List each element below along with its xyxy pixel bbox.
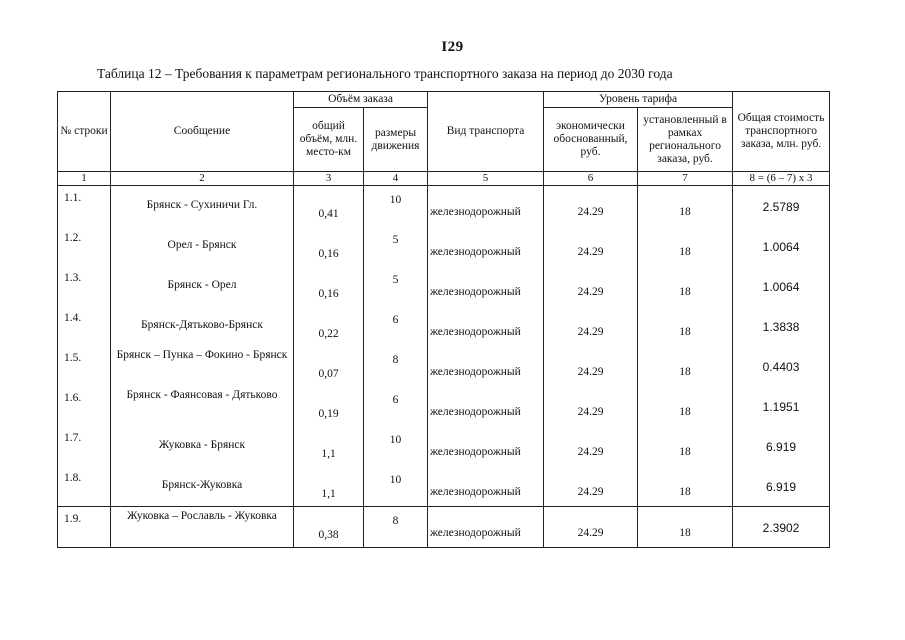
volume-value: 1,1 (321, 448, 336, 460)
header-route: Сообщение (111, 92, 294, 172)
table-cell (428, 426, 544, 466)
route-name: Брянск-Жуковка (161, 479, 243, 491)
table-cell (58, 346, 111, 386)
tariff-set-value: 18 (679, 326, 691, 338)
header-row-no: № строки (58, 92, 111, 172)
table-row (58, 386, 830, 426)
tariff-set-value: 18 (679, 366, 691, 378)
route-name: Брянск - Фаянсовая - Дятьково (126, 389, 278, 401)
movement-value: 6 (392, 314, 399, 326)
row-id: 1.6. (64, 392, 82, 404)
table-cell (733, 466, 830, 507)
table-cell (544, 426, 638, 466)
volume-value: 0,22 (318, 328, 339, 340)
table-cell (58, 266, 111, 306)
table-cell (638, 426, 733, 466)
transport-type-value: железнодорожный (430, 446, 521, 458)
table-cell (294, 426, 364, 466)
table-cell (111, 507, 294, 548)
table-cell (733, 226, 830, 266)
column-number: 1 (58, 172, 111, 186)
page-number: I29 (441, 39, 464, 55)
table-cell (428, 346, 544, 386)
total-cost-value: 6.919 (766, 440, 797, 454)
transport-type-value: железнодорожный (430, 406, 521, 418)
header-total-cost: Общая стоимость транспортного заказа, млн. руб. (733, 92, 830, 172)
table-row (58, 226, 830, 266)
tariff-economic-value: 24.29 (577, 446, 604, 458)
table-cell (58, 426, 111, 466)
row-id: 1.2. (64, 232, 82, 244)
table-cell (638, 346, 733, 386)
row-id: 1.9. (64, 513, 82, 525)
volume-value: 0,16 (318, 248, 339, 260)
row-id: 1.8. (64, 472, 82, 484)
transport-type-value: железнодорожный (430, 486, 521, 498)
total-cost-value: 6.919 (766, 480, 797, 494)
volume-value: 1,1 (321, 488, 336, 500)
movement-value: 8 (392, 515, 399, 527)
table-cell (638, 306, 733, 346)
transport-type-value: железнодорожный (430, 206, 521, 218)
column-number: 3 (294, 172, 364, 186)
table-cell (733, 386, 830, 426)
transport-type-value: железнодорожный (430, 527, 521, 539)
movement-value: 6 (392, 394, 399, 406)
table-cell (544, 186, 638, 227)
row-id: 1.5. (64, 352, 82, 364)
table-row (58, 426, 830, 466)
table-cell (111, 306, 294, 346)
table-cell (428, 507, 544, 548)
table-row (58, 306, 830, 346)
table-cell (638, 226, 733, 266)
route-name: Брянск - Сухиничи Гл. (146, 199, 258, 211)
table-cell (428, 186, 544, 227)
row-id: 1.3. (64, 272, 82, 284)
table-cell (428, 466, 544, 507)
table-cell (733, 186, 830, 227)
table-cell (294, 386, 364, 426)
route-name: Орел - Брянск (167, 239, 237, 251)
table-cell (428, 266, 544, 306)
volume-value: 0,07 (318, 368, 339, 380)
table-cell (294, 306, 364, 346)
table-cell (733, 266, 830, 306)
table-cell (638, 386, 733, 426)
tariff-set-value: 18 (679, 446, 691, 458)
table-cell (733, 306, 830, 346)
table-cell (364, 346, 428, 386)
row-id: 1.1. (64, 192, 82, 204)
tariff-set-value: 18 (679, 246, 691, 258)
table-cell (58, 466, 111, 507)
table-cell (294, 346, 364, 386)
tariff-set-value: 18 (679, 206, 691, 218)
table-cell (364, 466, 428, 507)
table-cell (58, 226, 111, 266)
table-cell (364, 226, 428, 266)
total-cost-value: 1.3838 (762, 320, 800, 334)
tariff-economic-value: 24.29 (577, 326, 604, 338)
table-cell (111, 186, 294, 227)
header-tariff-set: установленный в рамках регионального заказа, руб. (638, 108, 733, 172)
column-number: 8 = (6 – 7) x 3 (733, 172, 830, 186)
table-cell (294, 266, 364, 306)
route-name: Брянск – Пунка – Фокино - Брянск (116, 349, 288, 361)
column-number: 7 (638, 172, 733, 186)
table-cell (364, 306, 428, 346)
transport-order-table (57, 91, 830, 548)
table-cell (638, 266, 733, 306)
table-row (58, 466, 830, 507)
table-cell (111, 226, 294, 266)
transport-type-value: железнодорожный (430, 366, 521, 378)
table-cell (58, 386, 111, 426)
column-number: 6 (544, 172, 638, 186)
table-cell (364, 266, 428, 306)
header-volume-total: общий объём, млн. место-км (294, 108, 364, 172)
movement-value: 10 (389, 434, 402, 446)
table-cell (544, 306, 638, 346)
table-cell (364, 507, 428, 548)
table-cell (294, 507, 364, 548)
tariff-set-value: 18 (679, 486, 691, 498)
table-cell (428, 386, 544, 426)
volume-value: 0,16 (318, 288, 339, 300)
table-cell (428, 226, 544, 266)
table-row (58, 346, 830, 386)
total-cost-value: 1.1951 (762, 400, 800, 414)
column-number-row (58, 172, 830, 186)
table-caption: Таблица 12 – Требования к параметрам регионального транспортного заказа на период до 2030 года (97, 66, 673, 81)
tariff-economic-value: 24.29 (577, 406, 604, 418)
table-cell (58, 306, 111, 346)
row-id: 1.7. (64, 432, 82, 444)
table-cell (364, 426, 428, 466)
movement-value: 8 (392, 354, 399, 366)
table-cell (111, 466, 294, 507)
table-cell (544, 466, 638, 507)
tariff-economic-value: 24.29 (577, 206, 604, 218)
table-cell (111, 426, 294, 466)
transport-type-value: железнодорожный (430, 246, 521, 258)
header-transport-type: Вид транспорта (428, 92, 544, 172)
table-row (58, 186, 830, 227)
table-row (58, 507, 830, 548)
tariff-economic-value: 24.29 (577, 286, 604, 298)
header-volume-group: Объём заказа (294, 92, 428, 108)
table-cell (111, 346, 294, 386)
header-movement-size: размеры движения (364, 108, 428, 172)
column-number: 4 (364, 172, 428, 186)
tariff-economic-value: 24.29 (577, 486, 604, 498)
table-cell (638, 507, 733, 548)
tariff-economic-value: 24.29 (577, 366, 604, 378)
tariff-set-value: 18 (679, 406, 691, 418)
movement-value: 5 (392, 234, 399, 246)
table-cell (733, 346, 830, 386)
table-cell (294, 466, 364, 507)
total-cost-value: 0.4403 (762, 360, 800, 374)
table-cell (58, 186, 111, 227)
route-name: Брянск - Орел (167, 279, 237, 291)
table-cell (638, 186, 733, 227)
table-cell (544, 346, 638, 386)
table-cell (733, 507, 830, 548)
total-cost-value: 1.0064 (762, 280, 800, 294)
route-name: Жуковка – Рославль - Жуковка (127, 510, 277, 522)
movement-value: 10 (389, 194, 402, 206)
route-name: Брянск-Дятьково-Брянск (141, 319, 263, 331)
table-cell (733, 426, 830, 466)
volume-value: 0,41 (318, 208, 339, 220)
total-cost-value: 1.0064 (762, 240, 800, 254)
table-cell (544, 266, 638, 306)
table-cell (544, 386, 638, 426)
transport-type-value: железнодорожный (430, 286, 521, 298)
table-cell (294, 226, 364, 266)
total-cost-value: 2.5789 (762, 200, 800, 214)
header-tariff-economic: экономически обоснованный, руб. (544, 108, 638, 172)
column-number: 2 (111, 172, 294, 186)
tariff-economic-value: 24.29 (577, 246, 604, 258)
table-cell (428, 306, 544, 346)
table-cell (58, 507, 111, 548)
tariff-economic-value: 24.29 (577, 527, 604, 539)
table-cell (638, 466, 733, 507)
table-row (58, 266, 830, 306)
table-cell (544, 226, 638, 266)
transport-type-value: железнодорожный (430, 326, 521, 338)
table-cell (294, 186, 364, 227)
header-tariff-group: Уровень тарифа (544, 92, 733, 108)
tariff-set-value: 18 (679, 527, 691, 539)
movement-value: 5 (392, 274, 399, 286)
row-id: 1.4. (64, 312, 82, 324)
volume-value: 0,19 (318, 408, 339, 420)
table-cell (364, 186, 428, 227)
total-cost-value: 2.3902 (762, 521, 800, 535)
table-cell (544, 507, 638, 548)
tariff-set-value: 18 (679, 286, 691, 298)
volume-value: 0,38 (318, 529, 339, 541)
table-cell (364, 386, 428, 426)
route-name: Жуковка - Брянск (158, 439, 246, 451)
table-cell (111, 266, 294, 306)
column-number: 5 (428, 172, 544, 186)
table-cell (111, 386, 294, 426)
movement-value: 10 (389, 474, 402, 486)
